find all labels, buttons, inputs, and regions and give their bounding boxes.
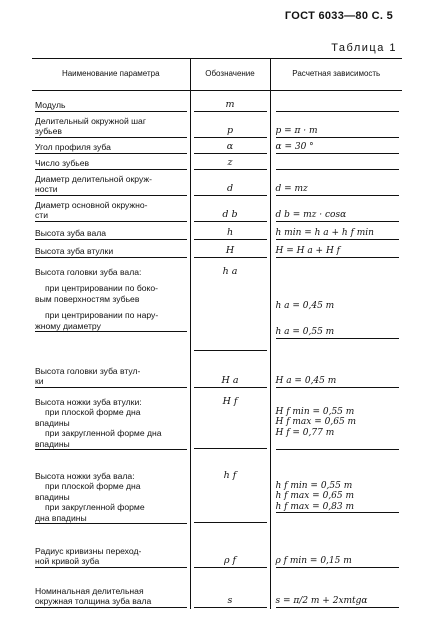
param-formula: p = π · m: [270, 113, 402, 139]
param-formula: ρ f min = 0,15 m: [270, 533, 402, 569]
table-row: [32, 461, 402, 533]
table-row: [32, 197, 402, 223]
param-symbol: h a: [190, 259, 270, 355]
param-symbol: d b: [190, 197, 270, 223]
param-formula: [270, 155, 402, 171]
table-row: [32, 259, 402, 355]
parameters-table: [32, 58, 402, 609]
header-formula: Расчетная зависимость: [270, 59, 402, 91]
param-name: Угол профиля зуба: [32, 139, 190, 155]
param-symbol: d: [190, 171, 270, 197]
param-symbol: H a: [190, 355, 270, 389]
table-row: [32, 155, 402, 171]
param-formula: H f min = 0,55 m H f max = 0,65 m H f = 0,77 m: [270, 389, 402, 461]
param-formula: H a = 0,45 m: [270, 355, 402, 389]
table-row: [32, 223, 402, 241]
param-name: Высота ножки зуба вала: при плоской форме дна впадины при закругленной форме дна впадины: [32, 461, 190, 533]
param-name: Диаметр делительной окруж- ности: [32, 171, 190, 197]
param-symbol: ρ f: [190, 533, 270, 569]
param-name: Радиус кривизны переход- ной кривой зуба: [32, 533, 190, 569]
param-symbol: z: [190, 155, 270, 171]
table-row: [32, 569, 402, 609]
param-formula: h a = 0,45 m h a = 0,55 m: [270, 259, 402, 355]
param-name: Высота зуба втулки: [32, 241, 190, 259]
param-symbol: α: [190, 139, 270, 155]
param-name: Номинальная делительная окружная толщина зуба вала: [32, 569, 190, 609]
param-formula: d b = mz · cosα: [270, 197, 402, 223]
param-name: Диаметр основной окружно- сти: [32, 197, 190, 223]
table-header-row: [32, 59, 402, 91]
param-symbol: h f: [190, 461, 270, 533]
param-name: Делительный окружной шаг зубьев: [32, 113, 190, 139]
param-name: Число зубьев: [32, 155, 190, 171]
param-symbol: m: [190, 91, 270, 113]
table-row: [32, 91, 402, 113]
param-formula: h min = h a + h f min: [270, 223, 402, 241]
param-symbol: H f: [190, 389, 270, 461]
param-name: Высота зуба вала: [32, 223, 190, 241]
table-caption: Таблица 1: [331, 42, 397, 54]
param-symbol: p: [190, 113, 270, 139]
param-name: Высота головки зуба втул- ки: [32, 355, 190, 389]
param-symbol: h: [190, 223, 270, 241]
document-header: ГОСТ 6033—80 С. 5: [284, 10, 393, 22]
table-row: [32, 355, 402, 389]
param-formula: s = π/2 m + 2xmtgα: [270, 569, 402, 609]
param-name: Высота ножки зуба втулки: при плоской форме дна впадины при закругленной форме дна впадины: [32, 389, 190, 461]
header-symbol: Обозначение: [190, 59, 270, 91]
table-row: [32, 139, 402, 155]
param-formula: α = 30 °: [270, 139, 402, 155]
param-formula: [270, 91, 402, 113]
param-formula: h f min = 0,55 m h f max = 0,65 m h f max = 0,83 m: [270, 461, 402, 533]
param-name: Модуль: [32, 91, 190, 113]
param-symbol: s: [190, 569, 270, 609]
param-symbol: H: [190, 241, 270, 259]
table-row: [32, 171, 402, 197]
table-row: [32, 533, 402, 569]
table-row: [32, 389, 402, 461]
table-row: [32, 241, 402, 259]
param-formula: d = mz: [270, 171, 402, 197]
param-formula: H = H a + H f: [270, 241, 402, 259]
table-row: [32, 113, 402, 139]
param-name: Высота головки зуба вала: при центрировании по боко- вым поверхностям зубьев при центрировании по нару- жному диаметру: [32, 259, 190, 355]
header-parameter-name: Наименование параметра: [32, 59, 190, 91]
